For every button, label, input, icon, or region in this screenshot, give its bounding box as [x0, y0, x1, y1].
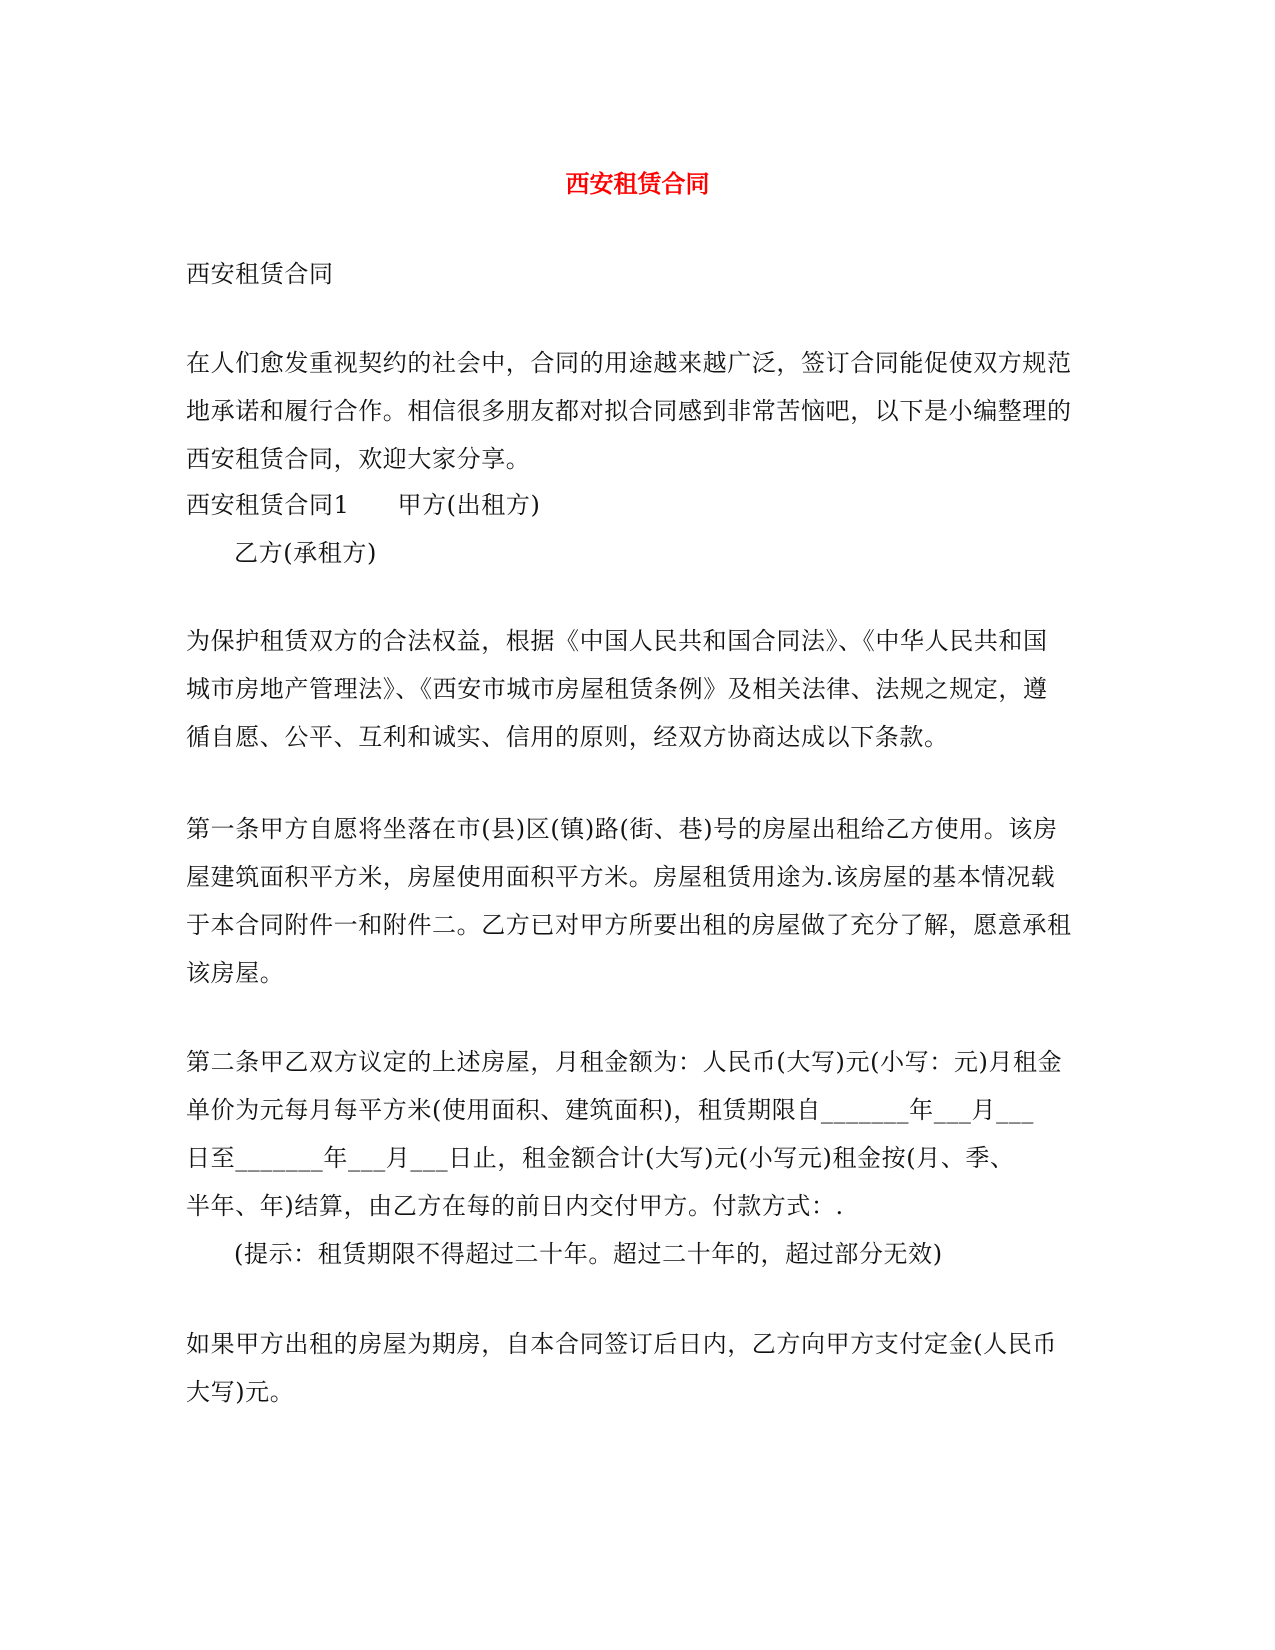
document-subtitle: 西安租赁合同 — [186, 260, 334, 288]
contract-name: 西安租赁合同1 — [186, 491, 350, 519]
article-2-line: 日至_______年___月___日止，租金额合计(大写)元(小写元)租金按(月、季、 — [186, 1144, 1015, 1172]
article-2-line: 单价为元每月每平方米(使用面积、建筑面积)，租赁期限自_______年___月___ — [186, 1096, 1034, 1124]
article-2-line: 半年、年)结算，由乙方在每的前日内交付甲方。付款方式：. — [186, 1192, 844, 1220]
preamble-paragraph — [186, 617, 1091, 761]
document-title: 西安租赁合同 — [565, 169, 710, 198]
article-1-line: 于本合同附件一和附件二。乙方已对甲方所要出租的房屋做了充分了解，愿意承租 — [186, 911, 1072, 939]
parties-line — [186, 481, 1091, 529]
deposit-paragraph — [186, 1320, 1091, 1416]
parties-block — [186, 481, 1091, 577]
preamble-line: 循自愿、公平、互利和诚实、信用的原则，经双方协商达成以下条款。 — [186, 723, 949, 751]
intro-line: 在人们愈发重视契约的社会中，合同的用途越来越广泛，签订合同能促使双方规范 — [186, 349, 1072, 377]
article-1-paragraph — [186, 805, 1091, 997]
party-b-label: 乙方(承租方) — [234, 539, 377, 567]
intro-line: 西安租赁合同，欢迎大家分享。 — [186, 445, 531, 473]
deposit-line: 大写)元。 — [186, 1378, 295, 1406]
document-subtitle-block — [186, 250, 1091, 298]
article-1-line: 屋建筑面积平方米，房屋使用面积平方米。房屋租赁用途为.该房屋的基本情况载 — [186, 863, 1056, 891]
article-1-line: 第一条甲方自愿将坐落在市(县)区(镇)路(街、巷)号的房屋出租给乙方使用。该房 — [186, 815, 1058, 843]
article-2-line: 第二条甲乙双方议定的上述房屋，月租金额为：人民币(大写)元(小写：元)月租金 — [186, 1048, 1063, 1076]
hint-note: (提示：租赁期限不得超过二十年。超过二十年的，超过部分无效) — [234, 1240, 943, 1268]
deposit-line: 如果甲方出租的房屋为期房，自本合同签订后日内，乙方向甲方支付定金(人民币 — [186, 1330, 1057, 1358]
intro-line: 地承诺和履行合作。相信很多朋友都对拟合同感到非常苦恼吧，以下是小编整理的 — [186, 397, 1072, 425]
article-1-line: 该房屋。 — [186, 959, 285, 987]
preamble-line: 为保护租赁双方的合法权益，根据《中国人民共和国合同法》、《中华人民共和国 — [186, 627, 1048, 655]
article-2-paragraph — [186, 1038, 1091, 1278]
intro-paragraph — [186, 339, 1091, 483]
preamble-line: 城市房地产管理法》、《西安市城市房屋租赁条例》及相关法律、法规之规定，遵 — [186, 675, 1048, 703]
party-a-label: 甲方(出租方) — [397, 491, 541, 519]
